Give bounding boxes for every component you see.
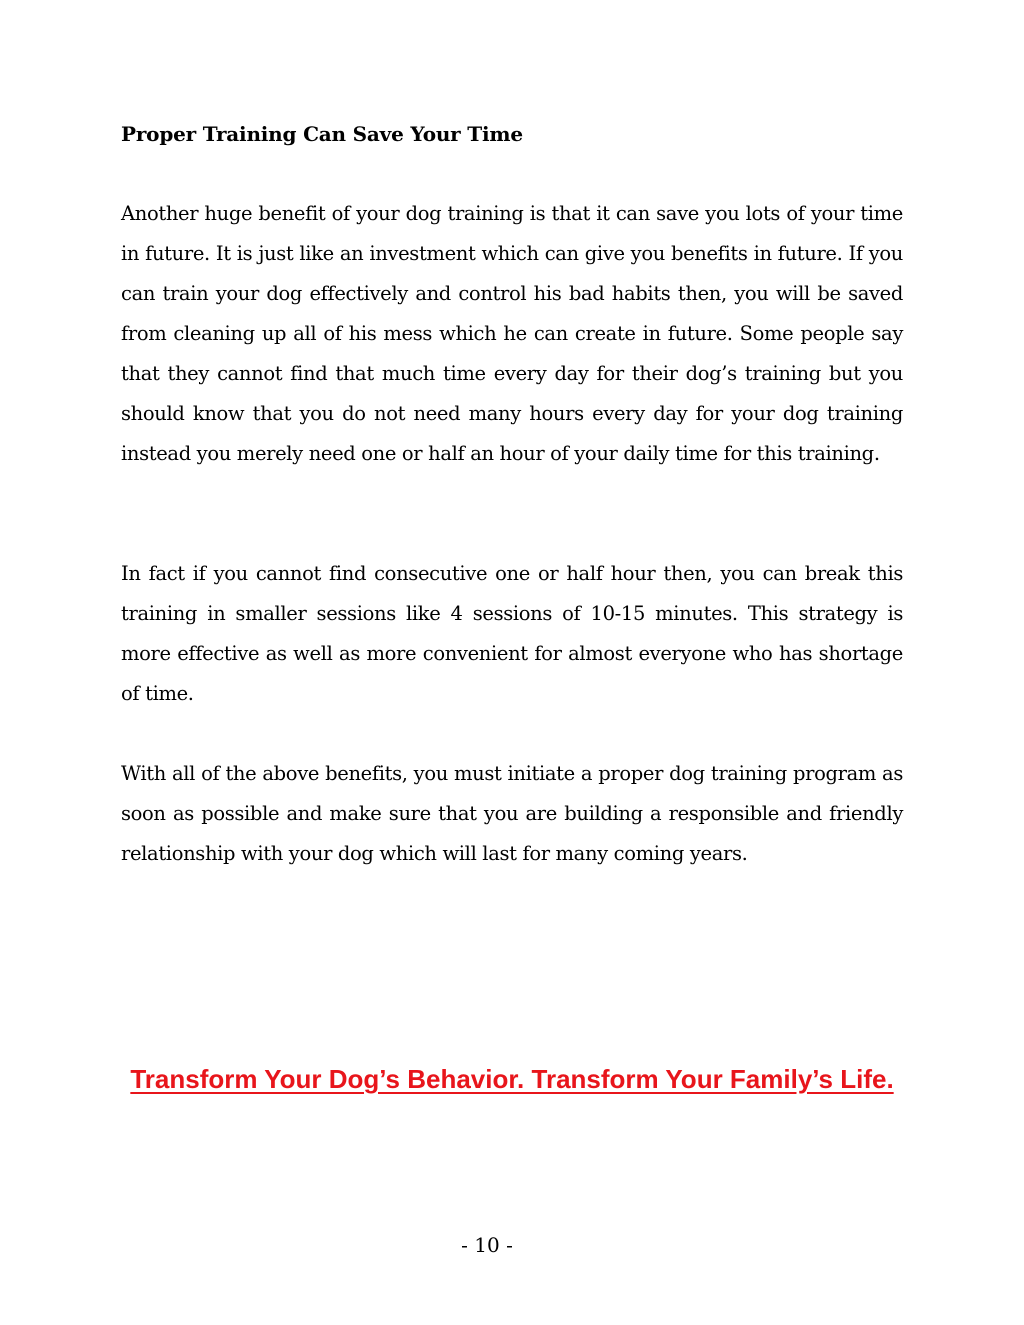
page-number: - 10 - bbox=[461, 1233, 513, 1257]
body-paragraph-3: With all of the above benefits, you must initiate a proper dog training program as soon as possible and make sure that you are building a responsible and friendly relationship with your dog which will last for many coming years. bbox=[121, 762, 903, 865]
body-paragraph-1: Another huge benefit of your dog training is that it can save you lots of your time in future. It is just like an investment which can give you benefits in future. If you can train your dog effectively and control his bad habits then, you will be saved from cleaning up all of his mess which he can create in future. Some people say that they cannot find that much time every day for their dog’s training but you should know that you do not need many hours every day for your dog training instead you merely need one or half an hour of your daily time for this training. bbox=[121, 202, 903, 465]
transform-behavior-link[interactable]: Transform Your Dog’s Behavior. Transform Your Family’s Life. bbox=[130, 1064, 894, 1094]
body-paragraph-2: In fact if you cannot find consecutive one or half hour then, you can break this training in smaller sessions like 4 sessions of 10-15 minutes. This strategy is more effective as well as more convenient for almost everyone who has shortage of time. bbox=[121, 562, 903, 705]
section-heading: Proper Training Can Save Your Time bbox=[121, 122, 523, 146]
